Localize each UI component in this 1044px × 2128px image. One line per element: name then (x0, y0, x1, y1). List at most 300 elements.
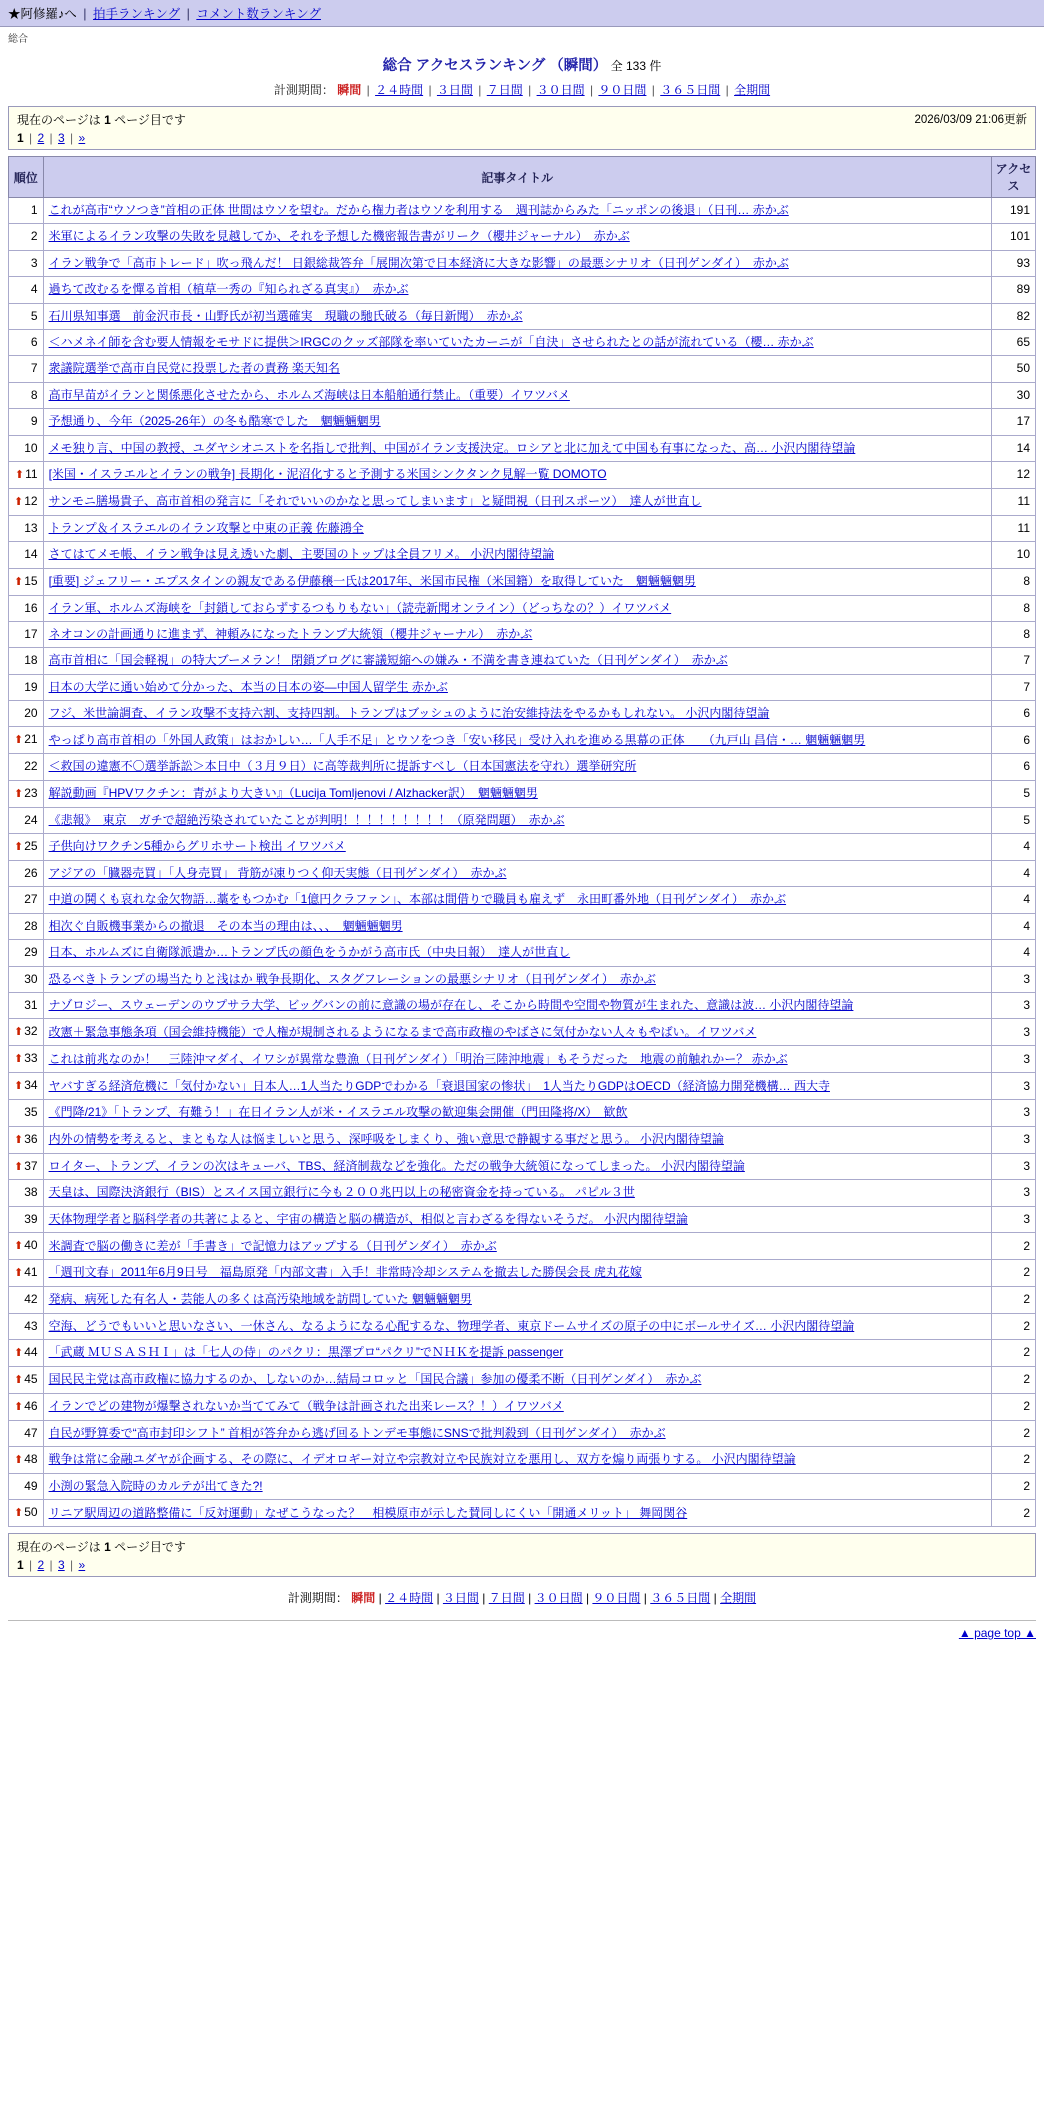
period-bottom-7d[interactable]: ７日間 (488, 1591, 525, 1606)
article-title-cell (43, 1206, 991, 1232)
article-title-cell (43, 674, 991, 700)
rank-number: 29 (24, 945, 38, 960)
arrow-up-icon: ⬆ (14, 1507, 24, 1520)
article-title-cell (43, 834, 991, 861)
rank-cell (9, 648, 44, 674)
footer-page-link-3[interactable]: 3 (58, 1558, 65, 1573)
article-title-link[interactable]: ＜ハメネイ師を含む要人情報をモサドに提供＞IRGCのクッズ部隊を率いていたカーニが「自決」させられたとの話が流れている（櫻… 赤かぶ (48, 334, 814, 349)
article-title-cell (43, 515, 991, 541)
access-count-cell: 4 (992, 861, 1036, 887)
column-header-title: 記事タイトル (43, 157, 991, 198)
access-count-cell: 2 (992, 1339, 1036, 1366)
pagination-bottom: 1 | 2 | 3 | » (17, 1558, 86, 1573)
current-page-text-post: ページ目です (114, 113, 186, 127)
access-count-cell: 7 (992, 674, 1036, 700)
period-top-24h[interactable]: ２４時間 (375, 83, 424, 97)
period-label-bottom: 計測期間： (287, 1591, 348, 1606)
nav-item-asyura[interactable]: ★阿修羅♪へ (8, 7, 77, 21)
nav-item-applause-ranking[interactable]: 拍手ランキング (92, 7, 181, 21)
rank-cell (9, 1474, 44, 1500)
table-row (9, 1100, 1036, 1126)
rank-cell (9, 277, 44, 303)
table-row (9, 277, 1036, 303)
article-title-link[interactable]: 解説動画『HPVワクチン：青がより大きい』（Lucija Tomljenovi / Alzhacker訳） 魍魎魎魍男 (48, 786, 538, 801)
access-count-cell: 2 (992, 1233, 1036, 1260)
article-title-cell (43, 224, 991, 250)
period-top-7d[interactable]: ７日間 (486, 83, 523, 97)
table-row (9, 1233, 1036, 1260)
table-row (9, 595, 1036, 621)
nav-separator-1: | (83, 7, 87, 21)
pagination-top: 1 | 2 | 3 | » (17, 131, 86, 145)
page-link-1[interactable]: 1 (17, 131, 24, 145)
period-label-top: 計測期間： (273, 83, 334, 97)
article-title-link[interactable]: さてはてメモ帳、イラン戦争は見え透いた劇、主要国のトップは全員フリメ。 小沢内閣待望論 (48, 547, 555, 562)
table-row (9, 382, 1036, 408)
access-count-cell: 8 (992, 568, 1036, 595)
article-title-cell (43, 488, 991, 515)
article-title-link[interactable]: これが高市“ウソつき”首相の正体 世間はウソを望む。だから権力者はウソを利用する 週刊誌からみた「ニッポンの後退」（日刊… 赤かぶ (48, 203, 789, 217)
article-title-link[interactable]: 子供向けワクチン5種からグリホサート検出 イワツバメ (48, 839, 346, 854)
article-title-cell (43, 435, 991, 461)
rank-number: 19 (24, 679, 38, 694)
article-title-link[interactable]: ＜救国の違憲不〇選挙訴訟＞本日中（３月９日）に高等裁判所に提訴すべし（日本国憲法を守れ）選挙研究所 (48, 759, 637, 774)
rank-cell (9, 595, 44, 621)
article-title-link[interactable]: フジ、米世論調査、イラン攻撃不支持六割、支持四割。トランプはブッシュのように治安維持法をやるかもしれない。 小沢内閣待望論 (48, 706, 770, 721)
table-row (9, 1073, 1036, 1100)
article-title-link[interactable]: リニア駅周辺の道路整備に「反対運動」なぜこうなった？ 相模原市が示した賛同しにくい「開通メリット」 舞岡関谷 (48, 1505, 688, 1520)
rank-number: 1 (30, 203, 38, 217)
rank-number: 42 (24, 1292, 38, 1307)
rank-cell (9, 198, 44, 224)
footer-page-link-next[interactable]: » (78, 1558, 86, 1573)
table-row (9, 966, 1036, 992)
page-link-3[interactable]: 3 (58, 131, 65, 145)
period-bottom-90d[interactable]: ９０日間 (592, 1591, 641, 1606)
total-count: 全 133 件 (610, 59, 662, 73)
article-title-cell (43, 621, 991, 647)
top-navigation (0, 0, 1044, 27)
article-title-link[interactable]: ヤバすぎる経済危機に「気付かない」日本人…1人当たりGDPでわかる「衰退国家の惨状」 1人当たりGDPはOECD（経済協力開発機構… 西大寺 (48, 1078, 830, 1093)
page-link-next[interactable]: » (78, 131, 86, 145)
rank-cell (9, 621, 44, 647)
rank-number: 50 (24, 1505, 38, 1520)
rank-number: 36 (24, 1131, 38, 1146)
article-title-cell (43, 887, 991, 913)
rank-cell (9, 1019, 44, 1046)
access-count-cell: 10 (992, 542, 1036, 568)
article-title-link[interactable]: 中道の鬨くも哀れな金欠物語…藁をもつかむ「1億円クラファン」、本部は間借りで職員も雇えず 永田町番外地（日刊ゲンダイ） 赤かぶ (48, 892, 787, 907)
article-title-link[interactable]: サンモニ膳場貴子、高市首相の発言に「それでいいのかなと思ってしまいます」と疑問視（日刊スポーツ） 達人が世直し (48, 494, 702, 509)
article-title-cell (43, 1313, 991, 1339)
rank-number: 5 (30, 308, 38, 323)
rank-cell (9, 1233, 44, 1260)
article-title-cell (43, 250, 991, 276)
article-title-cell (43, 940, 991, 966)
article-title-link[interactable]: 高市早苗がイランと関係悪化させたから、ホルムズ海峡は日本船舶通行禁止。（重要）イワツバメ (48, 387, 570, 402)
arrow-up-icon: ⬆ (14, 1026, 24, 1039)
footer-current-page-number: 1 (104, 1540, 111, 1555)
access-count-cell: 191 (992, 198, 1036, 224)
period-top-all[interactable]: 全期間 (734, 83, 771, 97)
access-count-cell: 2 (992, 1366, 1036, 1393)
access-count-cell: 2 (992, 1420, 1036, 1446)
article-title-link[interactable]: 「武蔵 ＭＵＳＡＳＨＩ」は「七人の侍」のパクリ：黒澤プロ“パクリ”でＮＨＫを提訴 passenger (48, 1345, 564, 1360)
article-title-cell (43, 461, 991, 488)
table-row (9, 1126, 1036, 1153)
article-title-cell (43, 648, 991, 674)
article-title-link[interactable]: ナゾロジー、スウェーデンのウプサラ大学、ビッグバンの前に意識の場が存在し、そこから時間や空間や物質が生まれた、意識は波… 小沢内閣待望論 (48, 998, 854, 1012)
arrow-up-icon: ⬆ (14, 1160, 24, 1173)
table-row (9, 621, 1036, 647)
period-bottom-30d[interactable]: ３０日間 (534, 1591, 583, 1606)
table-row (9, 1447, 1036, 1474)
article-title-link[interactable]: 予想通り、今年（2025-26年）の冬も酷寒でした 魍魎魎魍男 (48, 414, 381, 429)
rank-number: 10 (24, 440, 38, 455)
rank-number: 38 (24, 1185, 38, 1200)
rank-cell (9, 807, 44, 833)
arrow-up-icon: ⬆ (14, 841, 24, 854)
article-title-cell (43, 966, 991, 992)
arrow-up-icon: ⬆ (14, 1240, 24, 1253)
arrow-up-icon: ⬆ (14, 1133, 24, 1146)
table-row (9, 488, 1036, 515)
table-row (9, 461, 1036, 488)
article-title-link[interactable]: [米国・イスラエルとイランの戦争] 長期化・泥沼化すると予測する米国シンクタンク見解一覧 DOMOTO (48, 467, 607, 482)
period-top-instant[interactable]: 瞬間 (337, 83, 362, 97)
table-row (9, 754, 1036, 780)
table-row (9, 780, 1036, 807)
access-count-cell: 11 (992, 515, 1036, 541)
breadcrumb: 総合 (8, 34, 28, 45)
access-count-cell: 2 (992, 1474, 1036, 1500)
period-top-90d[interactable]: ９０日間 (598, 83, 647, 97)
access-count-cell: 8 (992, 595, 1036, 621)
rank-number: 39 (24, 1211, 38, 1226)
period-top-3d[interactable]: ３日間 (436, 83, 473, 97)
footer-page-link-1[interactable]: 1 (17, 1558, 24, 1573)
rank-cell (9, 488, 44, 515)
article-title-link[interactable]: これは前兆なのか！ 三陸沖マダイ、イワシが異常な豊漁（日刊ゲンダイ）「明治三陸沖地震」もそうだった 地震の前触れかー？ 赤かぶ (48, 1051, 788, 1066)
table-row (9, 674, 1036, 700)
access-count-cell: 3 (992, 993, 1036, 1019)
article-title-link[interactable]: メモ独り言、中国の教授、ユダヤシオニストを名指しで批判、中国がイラン支援決定。ロシアと北に加えて中国も有事になった、高… 小沢内閣待望論 (48, 440, 856, 455)
rank-number: 44 (24, 1344, 38, 1359)
rank-number: 8 (30, 387, 38, 402)
footer-page-link-2[interactable]: 2 (37, 1558, 45, 1573)
rank-number: 26 (24, 866, 38, 881)
rank-number: 40 (24, 1238, 38, 1253)
rank-cell (9, 1339, 44, 1366)
article-title-link[interactable]: 改憲＋緊急事態条項（国会維持機能）で人権が規制されるようになるまで高市政権のやばさに気付かない人々もやばい。イワツバメ (48, 1024, 757, 1039)
rank-number: 18 (24, 653, 38, 668)
article-title-link[interactable]: 米軍によるイラン攻撃の失敗を見越してか、それを予想した機密報告書がリーク（櫻井ジャーナル） 赤かぶ (48, 229, 630, 244)
article-title-cell (43, 1046, 991, 1073)
article-title-cell (43, 780, 991, 807)
period-bottom-instant[interactable]: 瞬間 (351, 1591, 376, 1606)
article-title-link[interactable]: 衆議院選挙で高市自民党に投票した者の責務 楽天知名 (48, 361, 340, 376)
rank-number: 35 (24, 1105, 38, 1120)
access-count-cell: 3 (992, 1153, 1036, 1180)
article-title-link[interactable]: 空海、どうでもいいと思いなさい、一休さん、なるようになる心配するな、物理学者、東京ドームサイズの原子の中にボールサイズ… 小沢内閣待望論 (48, 1318, 855, 1333)
period-top-30d[interactable]: ３０日間 (536, 83, 585, 97)
period-bottom-24h[interactable]: ２４時間 (385, 1591, 434, 1606)
article-title-link[interactable]: 自民が野算委で“高市封印シフト” 首相が答弁から逃げ回るトンデモ事態にSNSで批判殺到（日刊ゲンダイ） 赤かぶ (48, 1425, 666, 1440)
rank-number: 17 (24, 626, 38, 641)
article-title-link[interactable]: ネオコンの計画通りに進まず、神頼みになったトランプ大統領（櫻井ジャーナル） 赤かぶ (48, 626, 533, 641)
rank-cell (9, 382, 44, 408)
access-count-cell: 14 (992, 435, 1036, 461)
rank-cell (9, 913, 44, 939)
footer-current-page-text-post: ページ目です (114, 1540, 186, 1555)
article-title-link[interactable]: 日本、ホルムズに自衛隊派遣か…トランプ氏の顔色をうかがう高市氏（中央日報） 達人が世直し (48, 945, 571, 960)
rank-number: 32 (24, 1024, 38, 1039)
rank-cell (9, 861, 44, 887)
title-block (0, 54, 1044, 75)
article-title-cell (43, 542, 991, 568)
rank-number: 46 (24, 1398, 38, 1413)
period-selector-top: 計測期間： 瞬間 | ２４時間 | ３日間 | ７日間 | ３０日間 | ９０日間 | ３６５日間 | 全期間 (273, 83, 771, 97)
article-title-cell (43, 409, 991, 435)
article-title-link[interactable]: 相次ぐ自販機事業からの撤退 その本当の理由は、、、 魍魎魎魍男 (48, 918, 403, 933)
table-row (9, 1153, 1036, 1180)
access-count-cell: 3 (992, 1126, 1036, 1153)
access-count-cell: 8 (992, 621, 1036, 647)
rank-number: 25 (24, 839, 38, 854)
article-title-link[interactable]: 《悲報》 東京 ガチで超絶汚染されていたことが判明！！！！！！！！！（原発問題） 赤かぶ (48, 812, 565, 827)
arrow-up-icon: ⬆ (14, 1080, 24, 1093)
rank-number: 21 (24, 732, 38, 747)
rank-number: 47 (24, 1425, 38, 1440)
rank-cell (9, 542, 44, 568)
arrow-up-icon: ⬆ (14, 787, 24, 800)
article-title-cell (43, 568, 991, 595)
period-top-365d[interactable]: ３６５日間 (660, 83, 721, 97)
article-title-link[interactable]: 恐るべきトランプの場当たりと浅はか 戦争長期化、スタグフレーションの最悪シナリオ（日刊ゲンダイ） 赤かぶ (48, 971, 656, 986)
access-count-cell: 3 (992, 1019, 1036, 1046)
rank-cell (9, 224, 44, 250)
rank-number: 22 (24, 759, 38, 774)
rank-cell (9, 1153, 44, 1180)
article-title-cell (43, 1420, 991, 1446)
rank-number: 24 (24, 812, 38, 827)
rank-number: 30 (24, 971, 38, 986)
article-title-cell (43, 1366, 991, 1393)
arrow-up-icon: ⬆ (14, 1267, 24, 1280)
article-title-cell (43, 993, 991, 1019)
period-bottom-365d[interactable]: ３６５日間 (650, 1591, 711, 1606)
access-count-cell: 3 (992, 1100, 1036, 1126)
table-row (9, 1474, 1036, 1500)
rank-cell (9, 966, 44, 992)
nav-item-comment-ranking[interactable]: コメント数ランキング (196, 7, 321, 21)
rank-cell (9, 727, 44, 754)
rank-cell (9, 1420, 44, 1446)
access-count-cell: 6 (992, 754, 1036, 780)
article-title-link[interactable]: 小渕の緊急入院時のカルテが出てきた?! (48, 1479, 263, 1494)
table-row (9, 727, 1036, 754)
arrow-up-icon: ⬆ (14, 495, 24, 508)
article-title-link[interactable]: イラン戦争で「高市トレード」吹っ飛んだ！ 日銀総裁答弁「展開次第で日本経済に大きな影響」の最悪シナリオ（日刊ゲンダイ） 赤かぶ (48, 255, 789, 270)
rank-cell (9, 1180, 44, 1206)
rank-number: 3 (30, 255, 38, 270)
article-title-link[interactable]: 過ちて改むるを憚る首相（植草一秀の『知られざる真実』） 赤かぶ (48, 282, 409, 297)
article-title-link[interactable]: アジアの「臓器売買」「人身売買」 背筋が凍りつく仰天実態（日刊ゲンダイ） 赤かぶ (48, 866, 507, 881)
article-title-link[interactable]: 内外の情勢を考えると、まともな人は悩ましいと思う、深呼吸をしまくり、強い意思で静観する事だと思う。 小沢内閣待望論 (48, 1131, 724, 1146)
rank-cell (9, 1393, 44, 1420)
article-title-cell (43, 595, 991, 621)
rank-cell (9, 435, 44, 461)
rank-number: 2 (30, 229, 38, 244)
rank-number: 9 (30, 414, 38, 429)
article-title-link[interactable]: 発病、病死した有名人・芸能人の多くは高汚染地域を訪問していた 魍魎魎魍男 (48, 1292, 472, 1307)
rank-cell (9, 1287, 44, 1313)
article-title-link[interactable]: ロイター、トランプ、イランの次はキューバ、TBS、経済制裁などを強化。ただの戦争大統領になってしまった。 小沢内閣待望論 (48, 1158, 745, 1173)
access-count-cell: 2 (992, 1313, 1036, 1339)
table-row (9, 1339, 1036, 1366)
article-title-link[interactable]: 国民民主党は高市政権に協力するのか、しないのか…結局コロッと「国民合議」参加の優柔不断（日刊ゲンダイ） 赤かぶ (48, 1372, 702, 1387)
article-title-cell (43, 1153, 991, 1180)
period-bottom-all[interactable]: 全期間 (720, 1591, 757, 1606)
article-title-cell (43, 1260, 991, 1287)
rank-cell (9, 993, 44, 1019)
access-count-cell: 3 (992, 1206, 1036, 1232)
ranking-table (8, 156, 1036, 1527)
access-count-cell: 89 (992, 277, 1036, 303)
access-count-cell: 30 (992, 382, 1036, 408)
access-count-cell: 2 (992, 1260, 1036, 1287)
page-title: 総合 アクセスランキング （瞬間） (382, 58, 608, 74)
rank-cell (9, 754, 44, 780)
table-row (9, 1260, 1036, 1287)
rank-number: 34 (24, 1078, 38, 1093)
article-title-cell (43, 198, 991, 224)
table-row (9, 861, 1036, 887)
rank-cell (9, 674, 44, 700)
article-title-cell (43, 1393, 991, 1420)
rank-cell (9, 834, 44, 861)
rank-cell (9, 1366, 44, 1393)
table-row (9, 834, 1036, 861)
table-row (9, 409, 1036, 435)
rank-cell (9, 356, 44, 382)
table-row (9, 250, 1036, 276)
page-status-bar-bottom (8, 1533, 1036, 1577)
access-count-cell: 4 (992, 913, 1036, 939)
access-count-cell: 93 (992, 250, 1036, 276)
table-row (9, 1313, 1036, 1339)
article-title-link[interactable]: 日本の大学に通い始めて分かった、本当の日本の姿―中国人留学生 赤かぶ (48, 679, 448, 694)
arrow-up-icon: ⬆ (14, 1454, 24, 1467)
rank-cell (9, 1313, 44, 1339)
rank-number: 11 (25, 466, 38, 481)
access-count-cell: 2 (992, 1500, 1036, 1527)
nav-separator-2: | (186, 7, 190, 21)
access-count-cell: 101 (992, 224, 1036, 250)
article-title-link[interactable]: 天皇は、国際決済銀行（BIS）とスイス国立銀行に今も２００兆円以上の秘密資金を持っている。 パピル３世 (48, 1185, 635, 1200)
table-header-row (9, 157, 1036, 198)
rank-cell (9, 940, 44, 966)
article-title-cell (43, 1100, 991, 1126)
article-title-link[interactable]: イランでどの建物が爆撃されないか当ててみて（戦争は計画された出来レース？！）イワツバメ (48, 1399, 564, 1414)
article-title-cell (43, 277, 991, 303)
article-title-link[interactable]: 石川県知事選 前金沢市長・山野氏が初当選確実 現職の馳氏破る（毎日新聞） 赤かぶ (48, 308, 523, 323)
access-count-cell: 3 (992, 1180, 1036, 1206)
arrow-up-icon: ⬆ (14, 1053, 24, 1066)
access-count-cell: 5 (992, 780, 1036, 807)
article-title-link[interactable]: イラン軍、ホルムズ海峡を「封鎖しておらずするつもりもない」（読売新聞オンライン）（どっちなの？）イワツバメ (48, 600, 672, 615)
article-title-cell (43, 754, 991, 780)
article-title-cell (43, 913, 991, 939)
period-bottom-3d[interactable]: ３日間 (442, 1591, 479, 1606)
access-count-cell: 2 (992, 1287, 1036, 1313)
access-count-cell: 3 (992, 1046, 1036, 1073)
page-status-bar-top (8, 106, 1036, 150)
rank-cell (9, 701, 44, 727)
current-page-number: 1 (104, 113, 111, 127)
access-count-cell: 6 (992, 727, 1036, 754)
rank-cell (9, 329, 44, 355)
rank-number: 28 (24, 918, 38, 933)
access-count-cell: 2 (992, 1393, 1036, 1420)
article-title-link[interactable]: [重要] ジェフリー・エプスタインの親友である伊藤穣一氏は2017年、米国市民権（米国籍）を取得していた 魍魎魎魍男 (48, 573, 696, 588)
rank-number: 43 (24, 1318, 38, 1333)
article-title-link[interactable]: 《門降/21》「トランプ、有難う！」在日イラン人が米・イスラエル攻撃の歓迎集会開催（門田隆将/X） 歓飲 (48, 1105, 628, 1120)
access-count-cell: 12 (992, 461, 1036, 488)
rank-cell (9, 1100, 44, 1126)
article-title-cell (43, 1180, 991, 1206)
rank-cell (9, 461, 44, 488)
article-title-link[interactable]: 天体物理学者と脳科学者の共著によると、宇宙の構造と脳の構造が、相似と言わざるを得ないそうだ。 小沢内閣待望論 (48, 1211, 688, 1226)
arrow-up-icon: ⬆ (14, 1346, 24, 1359)
arrow-up-icon: ⬆ (14, 468, 25, 481)
column-header-rank: 順位 (9, 157, 44, 198)
current-page-text-pre: 現在のページは (17, 113, 101, 127)
rank-cell (9, 1126, 44, 1153)
page-link-2[interactable]: 2 (37, 131, 45, 145)
arrow-up-icon: ⬆ (14, 1400, 24, 1413)
rank-number: 49 (24, 1479, 38, 1494)
article-title-link[interactable]: トランプ＆イスラエルのイラン攻撃と中東の正義 佐藤鴻全 (48, 520, 364, 535)
table-row (9, 568, 1036, 595)
table-row (9, 807, 1036, 833)
page-top-link[interactable]: ▲ page top ▲ (958, 1626, 1036, 1641)
rank-cell (9, 1500, 44, 1527)
table-row (9, 542, 1036, 568)
article-title-link[interactable]: 米調査で脳の働きに差が「手書き」で記憶力はアップする（日刊ゲンダイ） 赤かぶ (48, 1238, 497, 1253)
article-title-cell (43, 1447, 991, 1474)
rank-number: 16 (24, 600, 38, 615)
article-title-link[interactable]: やっぱり高市首相の「外国人政策」はおかしい…「人手不足」とウソをつき「安い移民」受け入れを進める黒幕の正体 （九戸山 昌信・… 魍魎魎魍男 (48, 732, 866, 747)
table-row (9, 1206, 1036, 1232)
table-row (9, 701, 1036, 727)
period-selector-bottom: 計測期間： 瞬間 | ２４時間 | ３日間 | ７日間 | ３０日間 | ９０日間 | ３６５日間 | 全期間 (287, 1591, 757, 1606)
table-row (9, 1046, 1036, 1073)
article-title-cell (43, 1073, 991, 1100)
article-title-link[interactable]: 戦争は常に金融ユダヤが企画する、その際に、イデオロギー対立や宗教対立や民族対立を悪用し、双方を煽り両張りする。 小沢内閣待望論 (48, 1452, 796, 1467)
article-title-link[interactable]: 高市首相に「国会軽視」の特大ブーメラン！ 閉鎖ブログに審議短縮への嫌み・不満を書き連ねていた（日刊ゲンダイ） 赤かぶ (48, 653, 728, 668)
article-title-cell (43, 1500, 991, 1527)
article-title-cell (43, 356, 991, 382)
access-count-cell: 2 (992, 1447, 1036, 1474)
arrow-up-icon: ⬆ (14, 734, 24, 747)
table-row (9, 1393, 1036, 1420)
article-title-cell (43, 1287, 991, 1313)
table-row (9, 887, 1036, 913)
rank-cell (9, 1046, 44, 1073)
article-title-link[interactable]: 「週刊文春」2011年6月9日号 福島原発「内部文書」入手！非常時冷却システムを撤去した勝俣会長 虎丸花嫁 (48, 1265, 642, 1280)
article-title-cell (43, 807, 991, 833)
